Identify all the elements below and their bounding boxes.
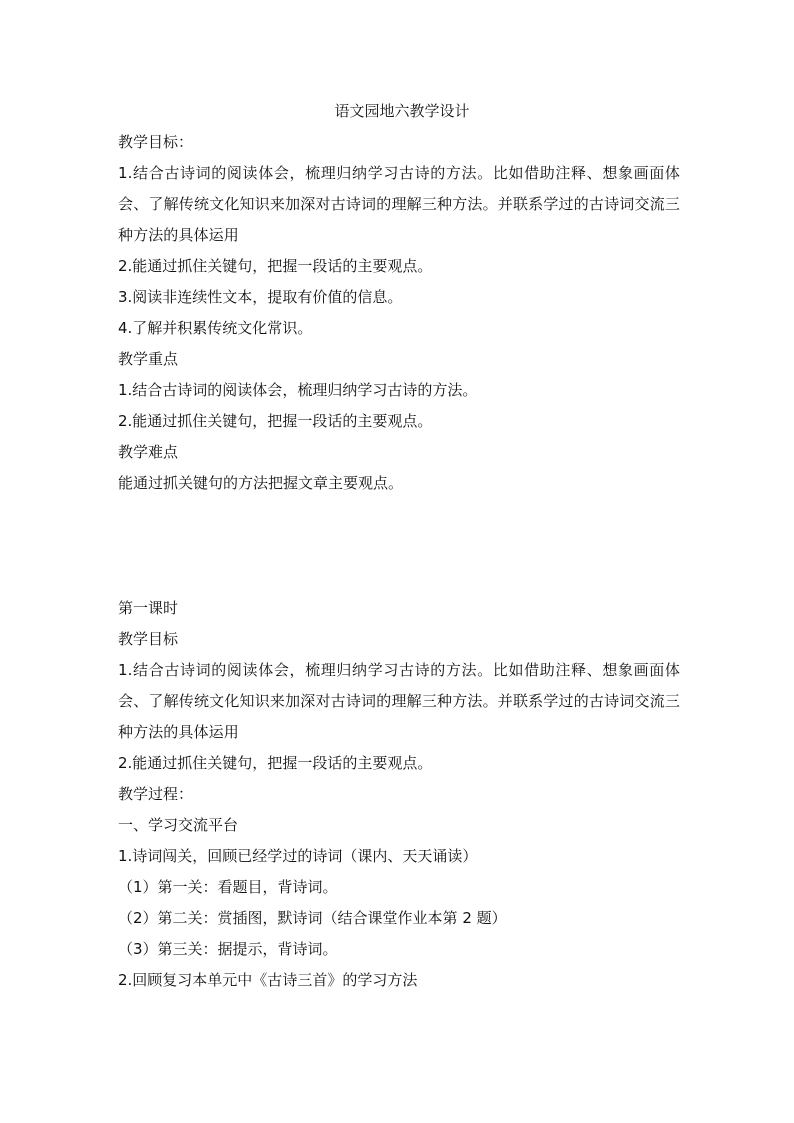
lesson1-process-heading: 教学过程： [118, 785, 194, 803]
document-body [118, 96, 680, 996]
difficulty-item-1: 能通过抓关键句的方法把握文章主要观点。 [118, 474, 404, 492]
lesson1-step-1: （1）第一关：看题目，背诗词。 [118, 878, 338, 896]
lesson1-item-2: 2.回顾复习本单元中《古诗三首》的学习方法 [118, 971, 418, 989]
focus-heading: 教学重点 [118, 350, 179, 368]
lesson1-goals-heading: 教学目标 [118, 630, 179, 648]
lesson1-goal-item-1: 1.结合古诗词的阅读体会，梳理归纳学习古诗的方法。比如借助注释、想象画面体会、了解传统文化知识来加深对古诗词的理解三种方法。并联系学过的古诗词交流三种方法的具体运用 [118, 661, 680, 741]
lesson1-step-3: （3）第三关：据提示，背诗词。 [118, 940, 338, 958]
focus-item-1: 1.结合古诗词的阅读体会，梳理归纳学习古诗的方法。 [118, 381, 478, 399]
goal-item-4: 4.了解并积累传统文化常识。 [118, 319, 313, 337]
goal-item-1: 1.结合古诗词的阅读体会，梳理归纳学习古诗的方法。比如借助注释、想象画面体会、了解传统文化知识来加深对古诗词的理解三种方法。并联系学过的古诗词交流三种方法的具体运用 [118, 164, 680, 244]
lesson1-section-1: 一、学习交流平台 [118, 816, 239, 834]
lesson1-goal-item-2: 2.能通过抓住关键句，把握一段话的主要观点。 [118, 754, 433, 772]
focus-item-2: 2.能通过抓住关键句，把握一段话的主要观点。 [118, 412, 433, 430]
difficulty-heading: 教学难点 [118, 443, 179, 461]
goal-item-3: 3.阅读非连续性文本，提取有价值的信息。 [118, 288, 403, 306]
lesson1-step-2: （2）第二关：赏插图，默诗词（结合课堂作业本第 2 题） [118, 909, 507, 927]
lesson1-item-1: 1.诗词闯关，回顾已经学过的诗词（课内、天天诵读） [118, 847, 478, 865]
lesson1-heading: 第一课时 [118, 599, 179, 617]
document-title: 语文园地六教学设计 [334, 102, 470, 120]
goals-heading: 教学目标： [118, 133, 194, 151]
goal-item-2: 2.能通过抓住关键句，把握一段话的主要观点。 [118, 257, 433, 275]
blank-space [118, 499, 680, 593]
